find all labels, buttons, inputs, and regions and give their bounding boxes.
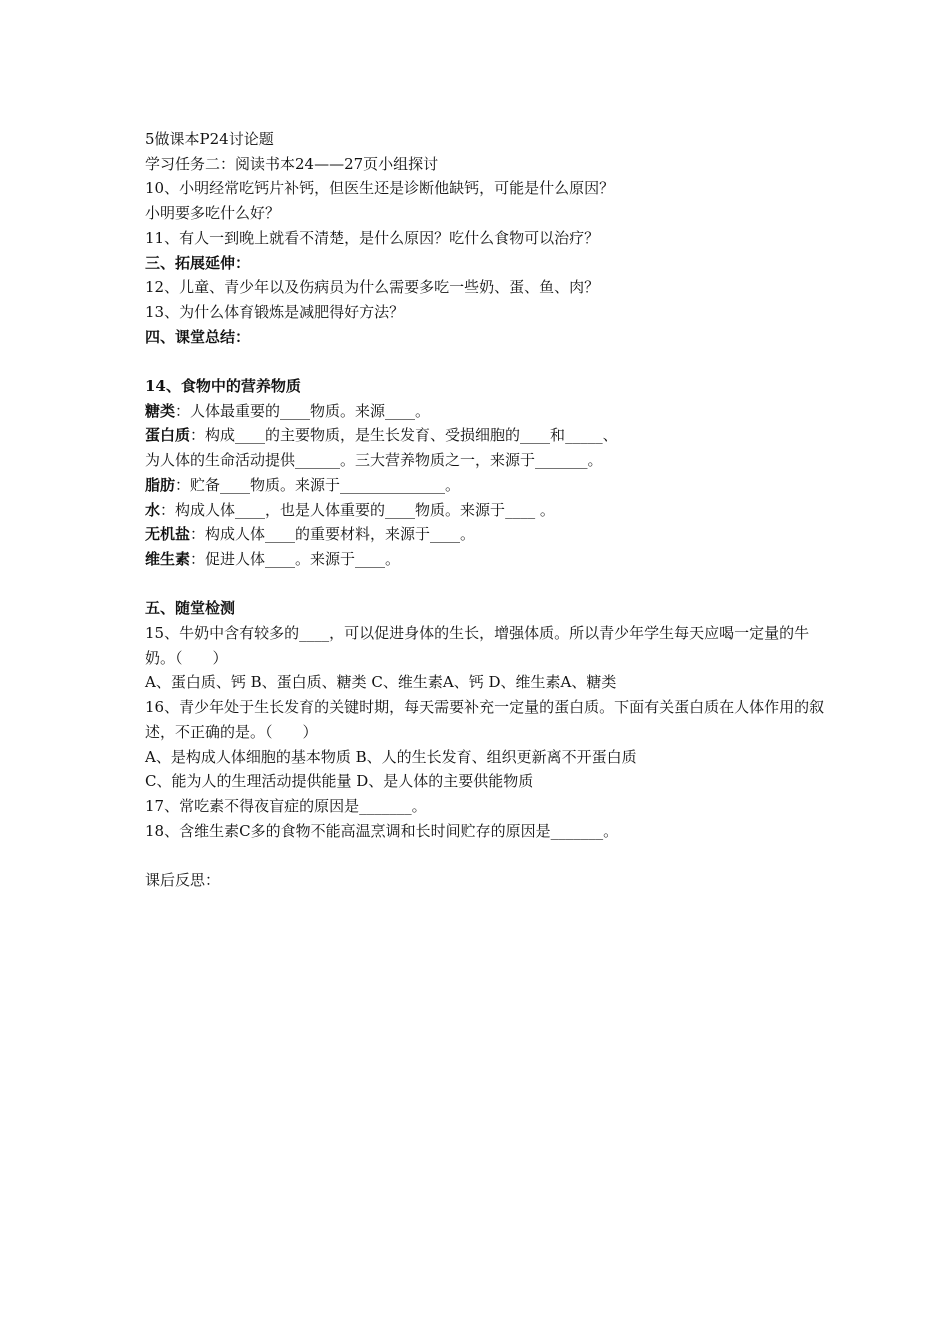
- water-blank-3: ____: [505, 500, 536, 519]
- vitamin-label: 维生素: [145, 549, 191, 568]
- mineral-text-1: ：构成人体: [190, 525, 266, 544]
- protein-text-4: 、: [602, 426, 618, 445]
- summary-fat-line: [145, 473, 825, 498]
- reflection-label: 课后反思：: [145, 871, 221, 890]
- protein-blank-1: ____: [235, 426, 266, 445]
- question-10-cont-line: 小明要多吃什么好？: [145, 204, 281, 223]
- protein-line2-text-2: 。三大营养物质之一，来源于: [340, 451, 536, 470]
- protein-label: 蛋白质: [145, 426, 191, 445]
- question-12-line: 12、儿童、青少年以及伤病员为什么需要多吃一些奶、蛋、鱼、肉？: [145, 278, 600, 297]
- question-15-blank: ____: [299, 624, 330, 643]
- section-3-heading: 三、拓展延伸：: [145, 253, 251, 272]
- sugar-text-2: 物质。来源: [310, 401, 386, 420]
- question-15-text-2: ，可以促进身体的生长，增强体质。所以青少年学生每天应喝一定量的牛奶。（ ）: [145, 624, 810, 667]
- water-text-1: ：构成人体: [160, 500, 236, 519]
- fat-text-3: 。: [445, 475, 461, 494]
- question-16-options-ab: A、是构成人体细胞的基本物质 B、人的生长发育、组织更新离不开蛋白质: [145, 747, 637, 766]
- water-label: 水: [145, 500, 161, 519]
- protein-text-2: 的主要物质，是生长发育、受损细胞的: [265, 426, 521, 445]
- water-text-2: ，也是人体重要的: [265, 500, 386, 519]
- question-15-options: A、蛋白质、钙 B、蛋白质、糖类 C、维生素A、钙 D、维生素A、糖类: [145, 673, 617, 692]
- summary-sugar-line: [145, 399, 825, 424]
- protein-blank-2: ____: [520, 426, 551, 445]
- sugar-label: 糖类: [145, 401, 176, 420]
- summary-title: 14、食物中的营养物质: [145, 377, 301, 396]
- mineral-blank-1: ____: [265, 525, 296, 544]
- fat-text-2: 物质。来源于: [250, 475, 341, 494]
- question-11-line: 11、有人一到晚上就看不清楚，是什么原因？吃什么食物可以治疗？: [145, 228, 600, 247]
- question-15-text-1: 15、牛奶中含有较多的: [145, 624, 300, 643]
- water-text-4: 。: [535, 500, 555, 519]
- vitamin-blank-2: ____: [355, 549, 386, 568]
- sugar-text-1: ：人体最重要的: [175, 401, 281, 420]
- mineral-text-3: 。: [460, 525, 476, 544]
- mineral-blank-2: ____: [430, 525, 461, 544]
- summary-protein-line: [145, 423, 825, 448]
- sugar-blank-2: ____: [385, 401, 416, 420]
- question-16-options-cd: C、能为人的生理活动提供能量 D、是人体的主要供能物质: [145, 772, 534, 791]
- section-4-heading: 四、课堂总结：: [145, 327, 251, 346]
- water-blank-1: ____: [235, 500, 266, 519]
- spacer: [145, 572, 825, 597]
- question-18: 18、含维生素C多的食物不能高温烹调和长时间贮存的原因是_______。: [145, 821, 619, 840]
- protein-line2-text-3: 。: [587, 451, 603, 470]
- protein-blank-3: _____: [565, 426, 603, 445]
- question-16: 16、青少年处于生长发育的关键时期，每天需要补充一定量的蛋白质。下面有关蛋白质在人体作用的叙述，不正确的是。（ ）: [145, 698, 825, 741]
- fat-label: 脂肪: [145, 475, 176, 494]
- fat-blank-2: ______________: [340, 475, 446, 494]
- protein-text-1: ：构成: [190, 426, 236, 445]
- vitamin-text-1: ：促进人体: [190, 549, 266, 568]
- vitamin-text-3: 。: [385, 549, 401, 568]
- summary-water-line: [145, 498, 825, 523]
- summary-vitamin-line: [145, 547, 825, 572]
- question-17: 17、常吃素不得夜盲症的原因是_______。: [145, 796, 427, 815]
- fat-text-1: ：贮备: [175, 475, 221, 494]
- question-10-line: 10、小明经常吃钙片补钙，但医生还是诊断他缺钙，可能是什么原因？: [145, 179, 615, 198]
- protein-blank-4: ______: [295, 451, 341, 470]
- document-content: [145, 127, 825, 893]
- question-13-line: 13、为什么体育锻炼是减肥得好方法？: [145, 302, 405, 321]
- learning-task-2-line: 学习任务二：阅读书本24——27页小组探讨: [145, 154, 439, 173]
- fat-blank-1: ____: [220, 475, 251, 494]
- section-5-heading: 五、随堂检测: [145, 599, 236, 618]
- summary-protein-line-2: [145, 448, 825, 473]
- vitamin-blank-1: ____: [265, 549, 296, 568]
- summary-mineral-line: [145, 522, 825, 547]
- question-15: [145, 621, 825, 670]
- sugar-blank-1: ____: [280, 401, 311, 420]
- task-5-line: 5做课本P24讨论题: [145, 130, 274, 148]
- spacer: [145, 843, 825, 868]
- mineral-text-2: 的重要材料，来源于: [295, 525, 431, 544]
- protein-line2-text-1: 为人体的生命活动提供: [145, 451, 296, 470]
- vitamin-text-2: 。来源于: [295, 549, 356, 568]
- water-blank-2: ____: [385, 500, 416, 519]
- spacer: [145, 349, 825, 374]
- protein-blank-5: _______: [535, 451, 588, 470]
- mineral-label: 无机盐: [145, 525, 191, 544]
- water-text-3: 物质。来源于: [415, 500, 506, 519]
- sugar-text-3: 。: [415, 401, 431, 420]
- protein-text-3: 和: [550, 426, 566, 445]
